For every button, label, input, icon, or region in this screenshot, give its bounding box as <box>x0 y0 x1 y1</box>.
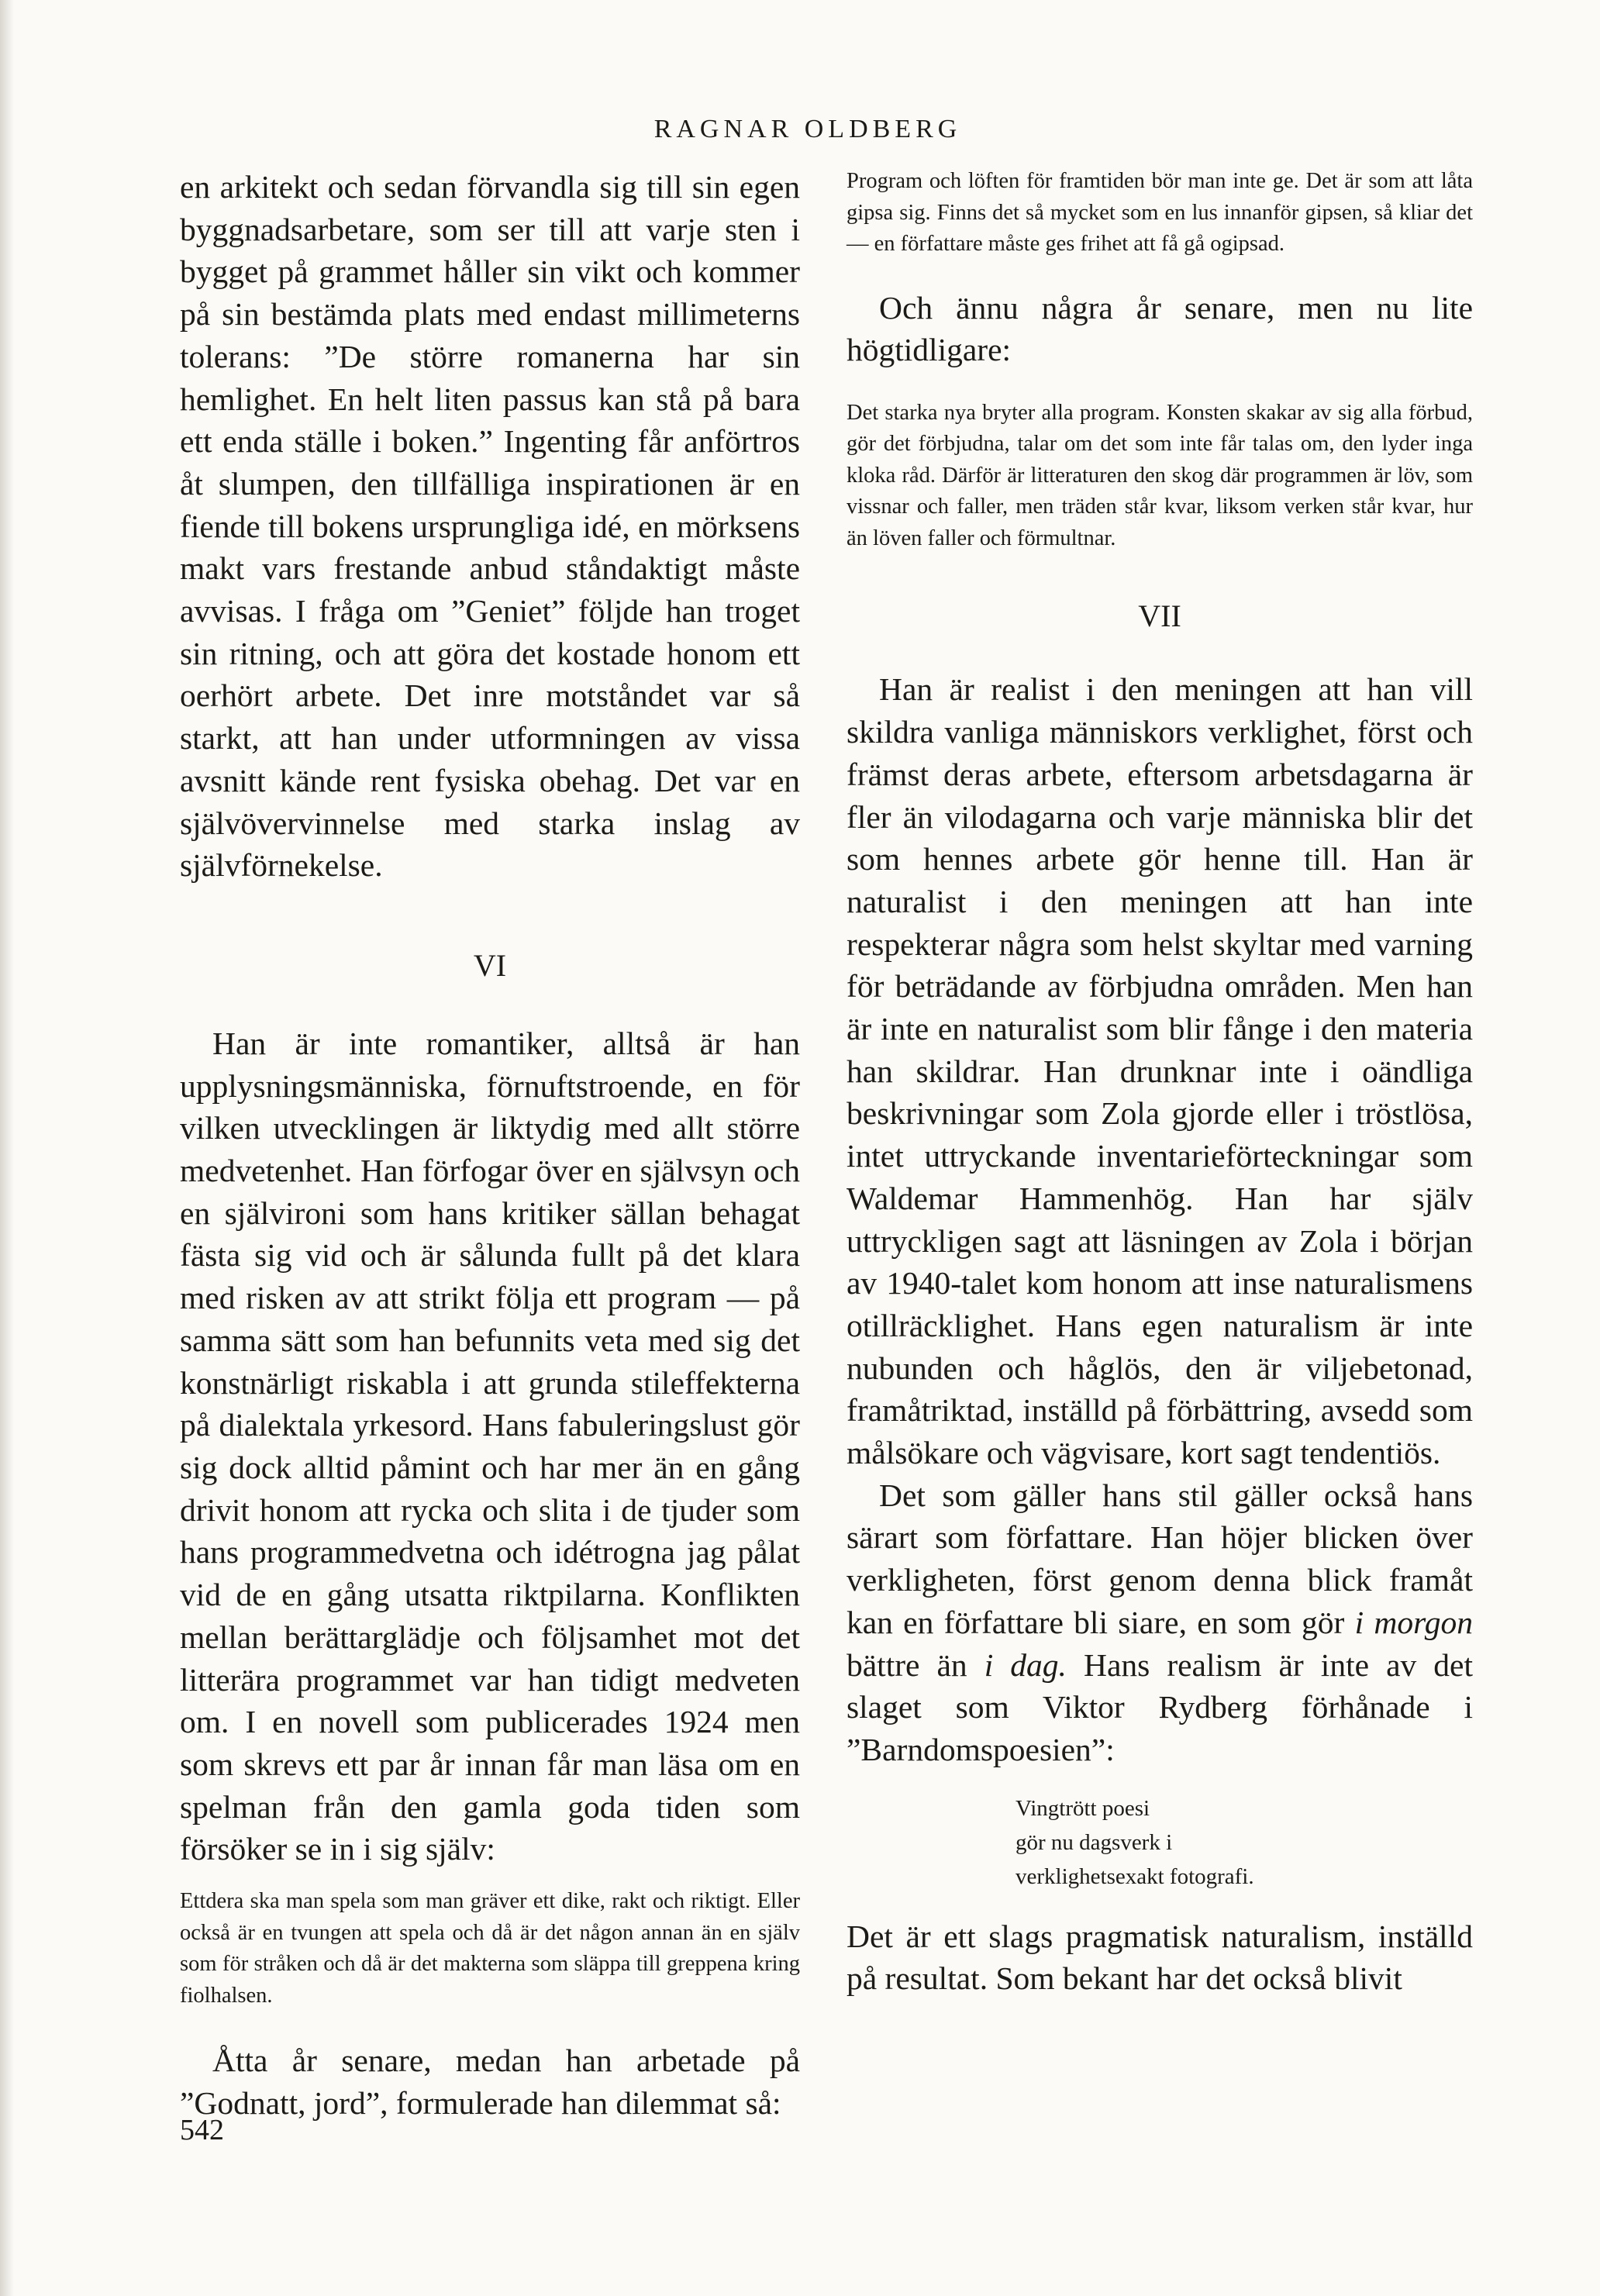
section-heading-vii: VII <box>1138 598 1181 634</box>
page-number: 542 <box>180 2114 224 2146</box>
text-run: bättre än <box>847 1646 984 1683</box>
paragraph: Åtta år senare, medan han arbetade på ”Godnatt, jord”, formulerade han dilemmat så: <box>180 2043 800 2121</box>
poem-line: verklighetsexakt fotografi. <box>1016 1863 1254 1889</box>
page-edge-shadow <box>0 0 14 2296</box>
poem-excerpt <box>1016 1791 1473 1894</box>
right-column <box>847 166 1473 2000</box>
paragraph <box>847 1474 1473 1771</box>
emphasis: i dag. <box>984 1646 1067 1683</box>
paragraph: Det är ett slags pragmatisk naturalism, inställd på resultat. Som bekant har det också blivit <box>847 1918 1473 1997</box>
paragraph: en arkitekt och sedan förvandla sig till sin egen byggnadsarbetare, som ser till att varje sten i bygget på grammet håller sin vikt och kommer på sin bestämda plats med endast millimeterns tolerans: ”De större romanerna har sin hemlighet. En helt liten passus kan stå på bara ett enda ställe i boken.” Ingenting får anförtros åt slumpen, den tillfälliga inspirationen är en fiende till bokens ursprungliga idé, en mörksens makt vars frestande anbud ståndaktigt måste avvisas. I fråga om ”Geniet” följde han troget sin ritning, och att göra det kostade honom ett oerhört arbete. Det inre motståndet var så starkt, att han under utformningen av vissa avsnitt kände rent fysiska obehag. Det var en självövervinnelse med starka inslag av självförnekelse. <box>180 169 800 884</box>
running-head: RAGNAR OLDBERG <box>653 115 962 143</box>
text-run: Det som gäller hans stil gäller också hans särart som författare. Han höjer blicken över verkligheten, först genom denna blick framåt kan en författare bli siare, en som gör <box>847 1477 1473 1640</box>
emphasis: i morgon <box>1354 1604 1473 1640</box>
section-heading-vi: VI <box>473 947 507 983</box>
left-column <box>180 166 800 2124</box>
paragraph: Han är inte romantiker, alltså är han upplysningsmänniska, förnuftstroende, en för vilken utvecklingen är liktydig med allt större medvetenhet. Han förfogar över en självsyn och en självironi som hans kritiker sällan behagat fästa sig vid och är sålunda fullt på det klara med risken av att strikt följa ett program — på samma sätt som han befunnits veta med sig det konstnärligt riskabla i att grunda stileffekterna på dialektala yrkesord. Hans fabuleringslust gör sig dock alltid påmint och har mer än en gång drivit honom att rycka och slita i de tjuder som hans programmedvetna och idétrogna jag pålat vid de en gång utsatta riktpilarna. Konflikten mellan berättarglädje och följsamhet mot det litterära programmet var han tidigt medveten om. I en novell som publicerades 1924 men som skrevs ett par år innan får man läsa om en spelman från den gamla goda tiden som försöker se in i sig själv: <box>180 1025 800 1867</box>
text-run: Hans realism är inte av det slaget som Viktor Rydberg förhånade i ”Barndomspoesien”: <box>847 1646 1473 1767</box>
paragraph: Och ännu några år senare, men nu lite högtidligare: <box>847 289 1473 368</box>
block-quote: Ettdera ska man spela som man gräver ett dike, rakt och riktigt. Eller också är en tvungen att spela och då är det någon annan än en själv som för stråken och då är det makterna som släppa till greppena kring fiolhalsen. <box>180 1889 800 2008</box>
paragraph: Han är realist i den meningen att han vill skildra vanliga människors verklighet, först och främst deras arbete, eftersom arbetsdagarna är fler än vilodagarna och varje människa blir det som hennes arbete gör henne till. Han är naturalist i den meningen att han inte respekterar några som helst skyltar med varning för beträdande av förbjudna områden. Men han är inte en naturalist som blir fånge i den materia han skildrar. Han drunknar inte i oändliga beskrivningar som Zola gjorde eller i tröstlösa, intet uttryckande inventarieförteckningar som Waldemar Hammenhög. Han har själv uttryckligen sagt att läsningen av Zola i början av 1940-talet kom honom att inse naturalismens otillräcklighet. Hans egen naturalism är inte nubunden och håglös, den är viljebetonad, framåtriktad, inställd på förbättring, avsedd som målsökare och vägvisare, kort sagt tendentiös. <box>847 671 1473 1471</box>
poem-line: gör nu dagsverk i <box>1016 1829 1173 1855</box>
block-quote: Det starka nya bryter alla program. Konsten skakar av sig alla förbud, gör det förbjudna, talar om det som inte får talas om, den lyder inga kloka råd. Därför är litteraturen den skog där programmen är löv, som vissnar och faller, men träden står kvar, liksom verken står kvar, hur än löven faller och förmultnar. <box>847 400 1473 550</box>
block-quote: Program och löften för framtiden bör man inte ge. Det är som att låta gipsa sig. Finns det så mycket som en lus innanför gipsen, så kliar det — en författare måste ges frihet att få gå ogipsad. <box>847 169 1473 256</box>
poem-line: Vingtrött poesi <box>1016 1795 1150 1821</box>
